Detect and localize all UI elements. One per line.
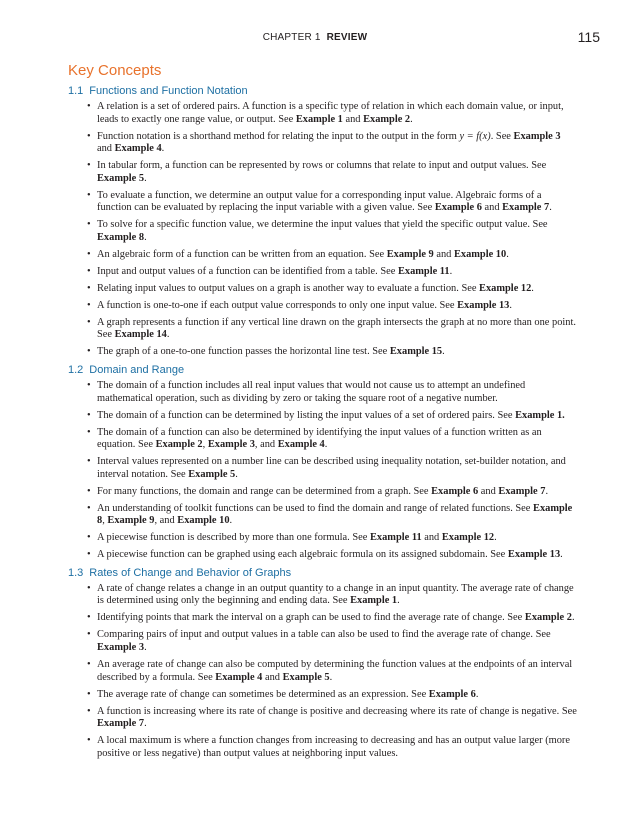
concept-text: To evaluate a function, we determine an output value for a corresponding input value. Algebraic forms of a function can be evaluated by replacing the input variable with a given value. See <box>97 189 542 214</box>
concept-item <box>88 249 578 262</box>
concept-text: An understanding of toolkit functions can be used to find the domain and range of related functions. See <box>97 502 534 514</box>
concept-text: . <box>144 172 147 184</box>
concept-text: and <box>478 485 499 497</box>
concept-item <box>88 101 578 126</box>
concept-item <box>88 456 578 481</box>
concept-text: A piecewise function can be graphed using each algebraic formula on its assigned subdomain. See <box>97 549 508 561</box>
concept-text: . <box>442 346 445 358</box>
concept-text: . <box>144 718 147 730</box>
section-heading <box>68 567 578 579</box>
key-concepts-content <box>68 62 578 765</box>
page-number: 115 <box>577 29 600 45</box>
example-reference: Example 3 <box>97 642 145 654</box>
example-reference: Example 12 <box>479 282 532 294</box>
concept-text: The domain of a function can also be determined by identifying the input values of a function written as an equation. See <box>97 426 542 451</box>
concept-text: . See <box>490 130 514 142</box>
example-reference: Example 4 <box>277 439 325 451</box>
example-reference: Example 8 <box>97 231 145 243</box>
example-reference: Example 6 <box>434 202 482 214</box>
concept-text: , <box>102 515 108 527</box>
page-header <box>0 31 630 47</box>
chapter-label: CHAPTER 1 <box>262 32 321 43</box>
concept-item <box>88 410 578 423</box>
concept-item <box>88 266 578 279</box>
concept-text: Function notation is a shorthand method for relating the input to the output in the form <box>97 130 460 142</box>
concept-text: An algebraic form of a function can be written from an equation. See <box>97 248 387 260</box>
concept-text: and <box>262 671 283 683</box>
concept-item <box>88 486 578 499</box>
example-reference: Example 14 <box>114 329 167 341</box>
concept-text: A function is one-to-one if each output value corresponds to only one input value. See <box>97 299 458 311</box>
example-reference: Example 5 <box>188 468 236 480</box>
concept-text: A function is increasing where its rate of change is positive and decreasing where its rate of change is negative. See <box>97 705 577 717</box>
concept-item <box>88 659 578 684</box>
concept-text: , <box>202 439 208 451</box>
example-reference: Example 10 <box>177 515 230 527</box>
example-reference: Example 5 <box>282 671 330 683</box>
concept-text: The domain of a function can be determined by listing the input values of a set of ordered pairs. See <box>97 409 516 421</box>
running-header <box>0 32 630 43</box>
example-reference: Example 12 <box>441 532 495 544</box>
section-1-3 <box>68 567 578 760</box>
concept-list <box>68 583 578 760</box>
concept-item <box>88 532 578 545</box>
concept-text: A relation is a set of ordered pairs. A function is a specific type of relation in which each domain value, or input, leads to exactly one range value, or output. See <box>97 101 564 125</box>
concept-list <box>68 380 578 562</box>
example-reference: Example 8 <box>97 502 573 527</box>
example-reference: Example 1 <box>295 113 343 125</box>
section-heading <box>68 85 578 97</box>
concept-text: and <box>97 143 115 155</box>
concept-text: . <box>397 595 400 607</box>
section-number: 1.1 <box>68 85 84 97</box>
example-reference: Example 11 <box>369 532 422 544</box>
math-expression: y = f(x) <box>459 130 491 142</box>
concept-item <box>88 131 578 156</box>
example-reference: Example 7 <box>498 485 546 497</box>
concept-item <box>88 549 578 562</box>
section-title: Domain and Range <box>89 364 185 376</box>
concept-text: . <box>545 485 549 497</box>
concept-text: , and <box>254 439 278 451</box>
concept-text: . <box>449 265 453 277</box>
concept-item <box>88 503 578 528</box>
concept-text: In tabular form, a function can be represented by rows or columns that relate to input and output values. See <box>97 160 547 172</box>
key-concepts-title: Key Concepts <box>68 62 162 79</box>
example-reference: Example 7 <box>97 718 145 730</box>
concept-text: and <box>342 113 364 125</box>
concept-text: . <box>410 113 413 125</box>
example-reference: Example 13 <box>457 299 510 311</box>
concept-item <box>88 317 578 342</box>
concept-item <box>88 346 578 359</box>
concept-text: . <box>161 143 165 155</box>
example-reference: Example 2 <box>155 439 203 451</box>
concept-item <box>88 706 578 731</box>
example-reference: Example 5 <box>97 172 145 184</box>
concept-text: . <box>509 299 512 311</box>
concept-text: and <box>433 248 454 260</box>
example-reference: Example 3 <box>207 439 255 451</box>
concept-text: A piecewise function is described by more than one formula. See <box>97 532 370 544</box>
concept-text: An average rate of change can also be computed by determining the function values at the endpoints of an interval described by a formula. See <box>97 659 573 683</box>
example-reference: Example 6 <box>428 688 476 700</box>
example-reference: Example 1. <box>515 409 565 421</box>
concept-text: Interval values represented on a number line can be described using inequality notation, set-builder notation, and interval notation. See <box>97 456 566 480</box>
concept-text: . <box>144 231 147 243</box>
section-1-1 <box>68 85 578 359</box>
concept-text: The domain of a function includes all real input values that would not cause us to attempt an undefined mathematical operation, such as dividing by zero or taking the square root of a negative number. <box>97 380 526 404</box>
concept-text: . <box>571 612 575 624</box>
concept-text: . <box>235 468 238 480</box>
concept-item <box>88 612 578 625</box>
example-reference: Example 6 <box>431 485 479 497</box>
concept-text: and <box>421 532 442 544</box>
concept-text: . <box>329 671 333 683</box>
example-reference: Example 2 <box>524 612 572 624</box>
concept-text: . <box>560 549 563 561</box>
concept-text: . <box>531 282 534 294</box>
section-number: 1.3 <box>68 566 84 579</box>
section-heading <box>68 364 578 376</box>
concept-text: The graph of a one-to-one function passes the horizontal line test. See <box>97 346 390 358</box>
concept-item <box>88 300 578 313</box>
concept-item <box>88 190 578 215</box>
concept-text: . <box>144 642 147 654</box>
concept-text: For many functions, the domain and range can be determined from a graph. See <box>97 485 432 497</box>
example-reference: Example 4 <box>114 143 162 155</box>
concept-item <box>88 689 578 702</box>
section-title: Functions and Function Notation <box>89 85 248 97</box>
concept-item <box>88 735 578 760</box>
concept-item <box>88 160 578 185</box>
example-reference: Example 15 <box>389 346 443 358</box>
concept-text: A rate of change relates a change in an output quantity to a change in an input quantity. The average rate of change is determined using only the beginning and ending data. See <box>97 582 574 607</box>
concept-text: To solve for a specific function value, we determine the input values that yield the specific output value. See <box>97 219 548 231</box>
concept-text: . <box>324 439 328 451</box>
concept-text: Relating input values to output values on a graph is another way to evaluate a function. See <box>97 282 480 294</box>
concept-item <box>88 629 578 654</box>
concept-text: and <box>481 202 503 214</box>
concept-item <box>88 283 578 296</box>
review-label: REVIEW <box>326 32 368 43</box>
example-reference: Example 1 <box>350 595 398 607</box>
concept-text: . <box>166 329 170 341</box>
concept-text: . <box>506 248 509 260</box>
sections-container <box>68 85 578 760</box>
concept-item <box>88 583 578 608</box>
concept-text: . <box>229 515 233 527</box>
example-reference: Example 7 <box>502 202 550 214</box>
section-title: Rates of Change and Behavior of Graphs <box>89 566 292 579</box>
concept-item <box>88 219 578 244</box>
example-reference: Example 10 <box>453 248 507 260</box>
example-reference: Example 9 <box>386 248 434 260</box>
example-reference: Example 9 <box>107 515 155 527</box>
concept-text: Input and output values of a function can be identified from a table. See <box>97 265 398 277</box>
concept-text: . <box>494 532 497 544</box>
concept-text: A local maximum is where a function changes from increasing to decreasing and has an output value larger (more positive or less negative) than output values at neighboring input values. <box>97 735 571 759</box>
concept-item <box>88 380 578 405</box>
example-reference: Example 13 <box>507 549 561 561</box>
example-reference: Example 2 <box>363 113 411 125</box>
concept-text: The average rate of change can sometimes be determined as an expression. See <box>97 688 429 700</box>
section-number: 1.2 <box>68 364 84 376</box>
concept-text: Identifying points that mark the interval on a graph can be used to find the average rate of change. See <box>97 612 525 624</box>
concept-text: A graph represents a function if any vertical line drawn on the graph intersects the graph at no more than one point. See <box>97 316 576 341</box>
concept-text: Comparing pairs of input and output values in a table can also be used to find the average rate of change. See <box>97 629 551 641</box>
example-reference: Example 4 <box>215 671 263 683</box>
section-1-2 <box>68 364 578 562</box>
concept-text: . <box>549 202 552 214</box>
concept-item <box>88 427 578 452</box>
example-reference: Example 3 <box>513 130 561 142</box>
concept-text: , and <box>154 515 178 527</box>
example-reference: Example 11 <box>397 265 450 277</box>
concept-text: . <box>475 688 479 700</box>
concept-list <box>68 101 578 359</box>
